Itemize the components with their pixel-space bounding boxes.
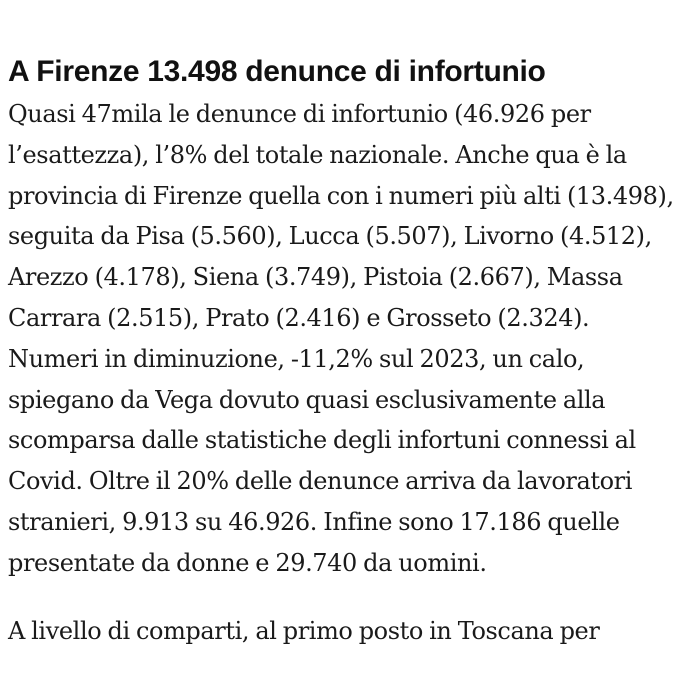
article-paragraph: Quasi 47mila le denunce di infortunio (46.926 per l’esattezza), l’8% del totale nazionale. Anche qua è la provincia di Firenze quella con i numeri più alti (13.498), seguita da Pisa (5.560), Lucca (5.507), Livorno (4.512), Arezzo (4.178), Siena (3.749), Pistoia (2.667), Massa Carrara (2.515), Prato (2.416) e Grosseto (2.324). Numeri in diminuzione, -11,2% sul 2023, un calo, spiegano da Vega dovuto quasi esclusivamente alla scomparsa dalle statistiche degli infortuni connessi al Covid. Oltre il 20% delle denunce arriva da lavoratori stranieri, 9.913 su 46.926. Infine sono 17.186 quelle presentate da donne e 29.740 da uomini.: [8, 100, 674, 577]
article-paragraph-partial: A livello di comparti, al primo posto in Toscana per: [8, 616, 600, 645]
article-heading: A Firenze 13.498 denunce di infortunio: [8, 55, 546, 88]
